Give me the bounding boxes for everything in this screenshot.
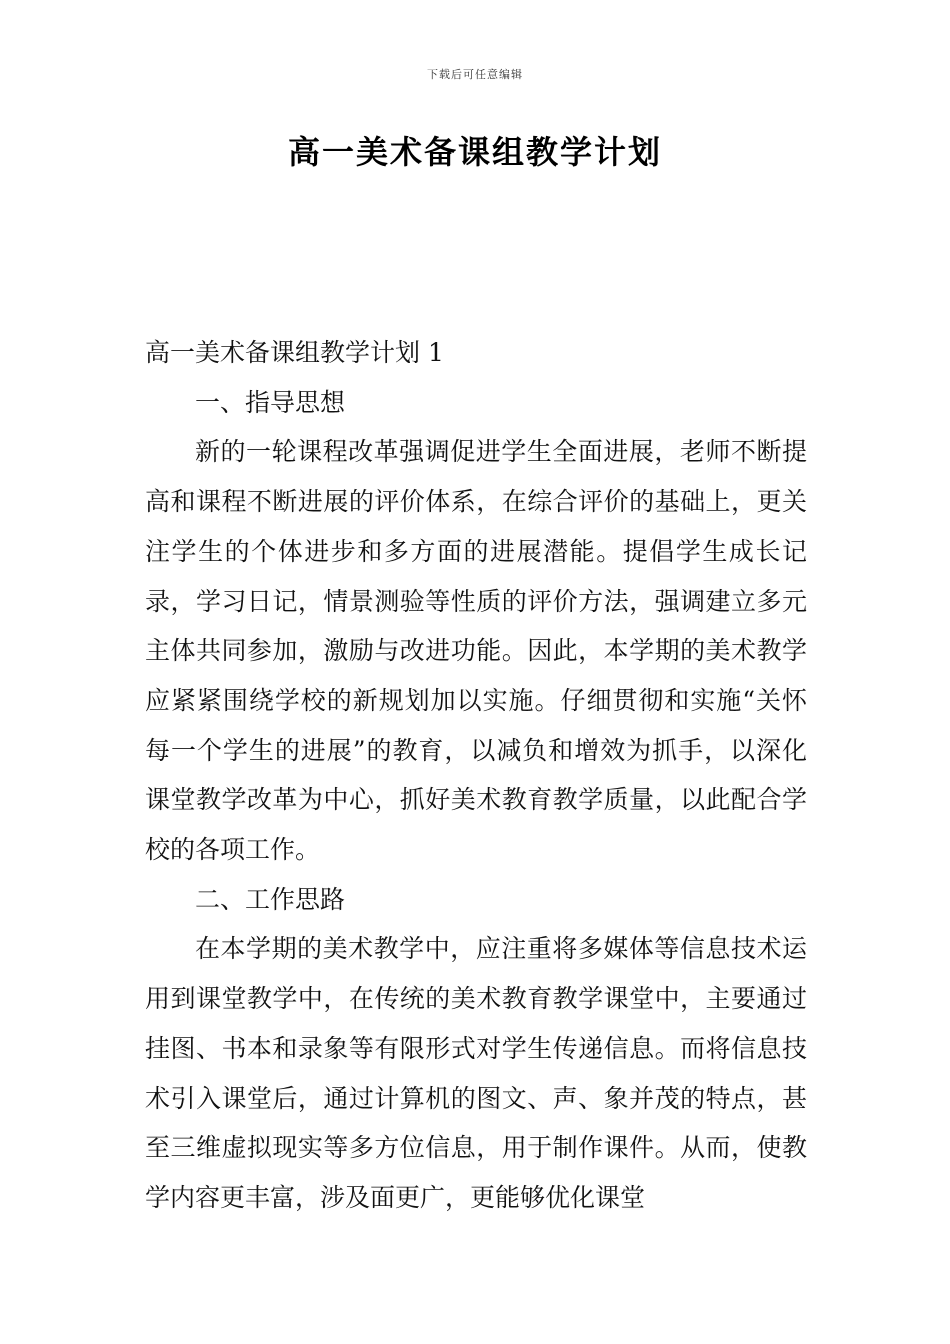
heading-guiding-ideology: 一、指导思想 [195, 387, 346, 417]
header-note: 下载后可任意编辑 [427, 68, 523, 81]
heading-work-approach: 二、工作思路 [195, 884, 346, 914]
paragraph-guiding-ideology: 新的一轮课程改革强调促进学生全面进展，老师不断提高和课程不断进展的评价体系，在综合评价的基础上，更关注学生的个体进步和多方面的进展潜能。提倡学生成长记录，学习日记，情景测验等性质的评价方法，强调建立多元主体共同参加，激励与改进功能。因此，本学期的美术教学应紧紧围绕学校的新规划加以实施。仔细贯彻和实施“关怀每一个学生的进展”的教育，以减负和增效为抓手，以深化课堂教学改革为中心，抓好美术教育教学质量，以此配合学校的各项工作。 [145, 437, 807, 865]
paragraph-work-approach: 在本学期的美术教学中，应注重将多媒体等信息技术运用到课堂教学中，在传统的美术教育教学课堂中，主要通过挂图、书本和录象等有限形式对学生传递信息。而将信息技术引入课堂后，通过计算机的图文、声、象并茂的特点，甚至三维虚拟现实等多方位信息，用于制作课件。从而，使教学内容更丰富，涉及面更广，更能够优化课堂 [145, 934, 807, 1212]
document-body [145, 328, 807, 1223]
document-title: 高一美术备课组教学计划 [287, 133, 662, 171]
section-subtitle: 高一美术备课组教学计划 1 [145, 338, 444, 367]
